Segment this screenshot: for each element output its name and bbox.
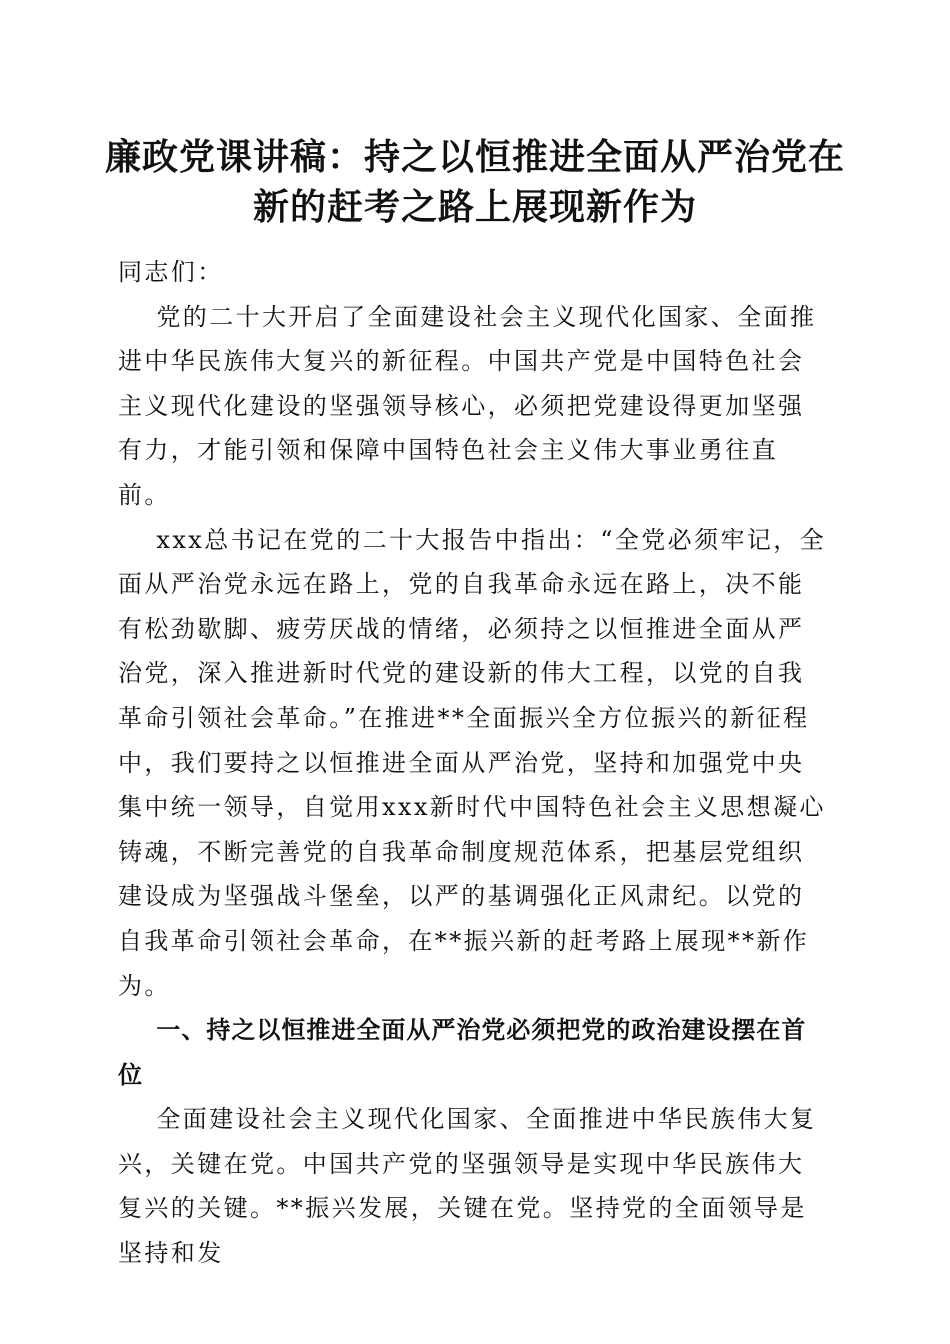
document-title [90,132,860,232]
title-line-2: 新的赶考之路上展现新作为 [252,186,697,228]
document-body [118,250,830,1276]
salutation: 同志们： [118,258,224,286]
paragraph-1: 党的二十大开启了全面建设社会主义现代化国家、全面推进中华民族伟大复兴的新征程。中国共产党是中国特色社会主义现代化建设的坚强领导核心，必须把党建设得更加坚强有力，才能引领和保障中国特色社会主义伟大事业勇往直前。 [118,302,817,509]
paragraph-2: xxx总书记在党的二十大报告中指出：“全党必须牢记，全面从严治党永远在路上，党的自我革命永远在路上，决不能有松劲歇脚、疲劳厌战的情绪，必须持之以恒推进全面从严治党，深入推进新时代党的建设新的伟大工程，以党的自我革命引领社会革命。”在推进**全面振兴全方位振兴的新征程中，我们要持之以恒推进全面从严治党，坚持和加强党中央集中统一领导，自觉用xxx新时代中国特色社会主义思想凝心铸魂，不断完善党的自我革命制度规范体系，把基层党组织建设成为坚强战斗堡垒，以严的基调强化正风肃纪。以党的自我革命引领社会革命，在**振兴新的赶考路上展现**新作为。 [118,525,827,1000]
section-heading-1: 一、持之以恒推进全面从严治党必须把党的政治建设摆在首位 [118,1016,807,1089]
title-line-1: 廉政党课讲稿：持之以恒推进全面从严治党在 [104,136,845,178]
paragraph-3: 全面建设社会主义现代化国家、全面推进中华民族伟大复兴，关键在党。中国共产党的坚强领导是实现中华民族伟大复兴的关键。**振兴发展，关键在党。坚持党的全面领导是坚持和发 [118,1105,817,1268]
